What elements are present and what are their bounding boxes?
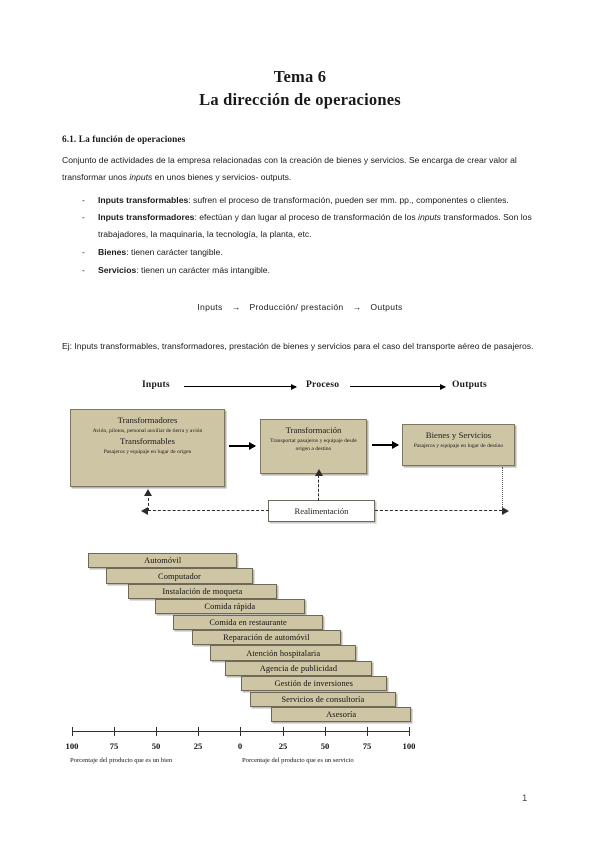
section-heading: 6.1. La función de operaciones: [62, 135, 186, 146]
axis-tick-label: 100: [65, 741, 79, 752]
feedback-line-right-riser: [502, 467, 503, 511]
flow-step-production: Producción/ prestación: [249, 302, 344, 313]
axis-tick-label: 100: [402, 741, 416, 752]
bullet-dash-icon: -: [82, 212, 85, 223]
box-left-detail-2: Pasajeros y equipaje en lugar de origen: [103, 448, 192, 455]
axis-tick: [114, 727, 115, 736]
arrow-right-icon: →: [352, 302, 362, 313]
term-label: Bienes: [98, 246, 127, 257]
chart-bar: Computador: [106, 568, 252, 583]
axis-tick: [283, 727, 284, 736]
chart-bar: Atención hospitalaria: [210, 645, 356, 660]
term-label: Servicios: [98, 264, 137, 275]
axis-tick: [156, 727, 157, 736]
process-diagram: [62, 379, 538, 547]
arrow-inputs-to-transformation-icon: [229, 445, 255, 447]
page-subtitle: La dirección de operaciones: [199, 90, 401, 110]
feedback-line-left: [148, 510, 269, 511]
axis-caption-services: Porcentaje del producto que es un servicio: [242, 757, 354, 765]
list-item: [62, 192, 538, 209]
chart-bar: Automóvil: [88, 553, 237, 568]
goods-services-continuum-chart: [62, 553, 538, 768]
page-number: 1: [522, 793, 528, 804]
box-center-detail: Transportar pasajeros y equipaje desde origen a destino: [270, 437, 357, 452]
chart-bar: Comida en restaurante: [173, 615, 322, 630]
chart-bar: Gestión de inversiones: [241, 676, 387, 691]
axis-tick-label: 50: [320, 741, 330, 752]
diagram-header-outputs: Outputs: [452, 379, 487, 391]
intro-paragraph: [62, 152, 538, 186]
bullet-dash-icon: -: [82, 194, 85, 205]
axis-tick-label: 75: [362, 741, 372, 752]
term-description-a: : efectúan y dan lugar al proceso de transformación de los: [194, 212, 419, 223]
axis-tick: [325, 727, 326, 736]
box-left-title-1: Transformadores: [117, 415, 178, 426]
inline-flow-line: [62, 302, 538, 312]
chart-bar: Asesoría: [271, 707, 411, 722]
axis-caption-goods: Porcentaje del producto que es un bien: [70, 757, 173, 765]
list-item: [62, 262, 538, 279]
axis-tick: [240, 727, 241, 736]
axis-tick: [198, 727, 199, 736]
diagram-box-transformation: [260, 419, 367, 474]
box-center-title: Transformación: [285, 425, 342, 436]
term-description-italic: inputs: [418, 212, 441, 223]
term-description: : tienen carácter tangible.: [126, 246, 223, 257]
definition-list: [62, 192, 538, 279]
box-feedback-title: Realimentación: [294, 506, 349, 517]
term-label: Inputs transformables: [98, 194, 189, 205]
term-description-b: transformados. Son los trabajadores, la maquinaria, la tecnología, la planta, etc.: [98, 212, 532, 240]
axis-tick-label: 25: [193, 741, 203, 752]
diagram-box-inputs: [70, 409, 225, 487]
page-title: Tema 6: [273, 67, 327, 86]
term-description: : sufren el proceso de transformación, pueden ser mm. pp., componentes o clientes.: [188, 194, 509, 205]
header-arrow-icon: [350, 386, 445, 387]
feedback-line-up: [318, 475, 319, 501]
diagram-header-proceso: Proceso: [306, 379, 340, 391]
chart-bar: Servicios de consultoría: [250, 692, 396, 707]
flow-step-outputs: Outputs: [370, 302, 403, 313]
example-paragraph: Ej: Inputs transformables, transformadores, prestación de bienes y servicios para el caso del transporte aéreo de pasajeros.: [62, 341, 534, 352]
box-left-detail-1: Avión, pilotos, personal auxiliar de tierra y avión: [92, 427, 203, 434]
intro-text-italic: inputs: [129, 171, 153, 182]
flow-step-inputs: Inputs: [197, 302, 223, 313]
chart-bar: Instalación de moqueta: [128, 584, 277, 599]
box-right-detail: Pasajeros y equipaje en lugar de destino: [413, 442, 504, 449]
chart-bar: Agencia de publicidad: [225, 661, 371, 676]
bullet-dash-icon: -: [82, 246, 85, 257]
axis-tick: [409, 727, 410, 736]
feedback-line-right: [375, 510, 502, 511]
axis-tick-label: 50: [151, 741, 161, 752]
arrow-right-icon: →: [231, 302, 241, 313]
document-title-block: [0, 66, 600, 113]
term-description: : tienen un carácter más intangible.: [136, 264, 270, 275]
chart-bar: Reparación de automóvil: [192, 630, 341, 645]
axis-tick: [367, 727, 368, 736]
header-arrow-icon: [184, 386, 296, 387]
list-item: [62, 209, 538, 243]
arrow-transformation-to-outputs-icon: [372, 444, 398, 446]
chart-bar: Comida rápida: [155, 599, 304, 614]
box-right-title: Bienes y Servicios: [425, 430, 492, 441]
bullet-dash-icon: -: [82, 264, 85, 275]
intro-text-b: en unos bienes y servicios- outputs.: [152, 171, 292, 182]
term-label: Inputs transformadores: [98, 212, 195, 223]
axis-tick: [72, 727, 73, 736]
diagram-box-outputs: [402, 424, 515, 466]
axis-tick-label: 75: [109, 741, 119, 752]
axis-tick-label: 25: [278, 741, 288, 752]
intro-text-a: Conjunto de actividades de la empresa relacionadas con la creación de bienes y servicios. Se encarga de crear valor al transformar unos: [62, 155, 517, 182]
document-content: [0, 135, 600, 768]
diagram-box-feedback: [268, 500, 375, 522]
list-item: [62, 244, 538, 261]
box-left-title-2: Transformables: [120, 435, 175, 446]
diagram-header-inputs: Inputs: [142, 379, 170, 391]
axis-tick-label: 0: [237, 741, 243, 752]
feedback-line-left-riser: [148, 493, 149, 511]
